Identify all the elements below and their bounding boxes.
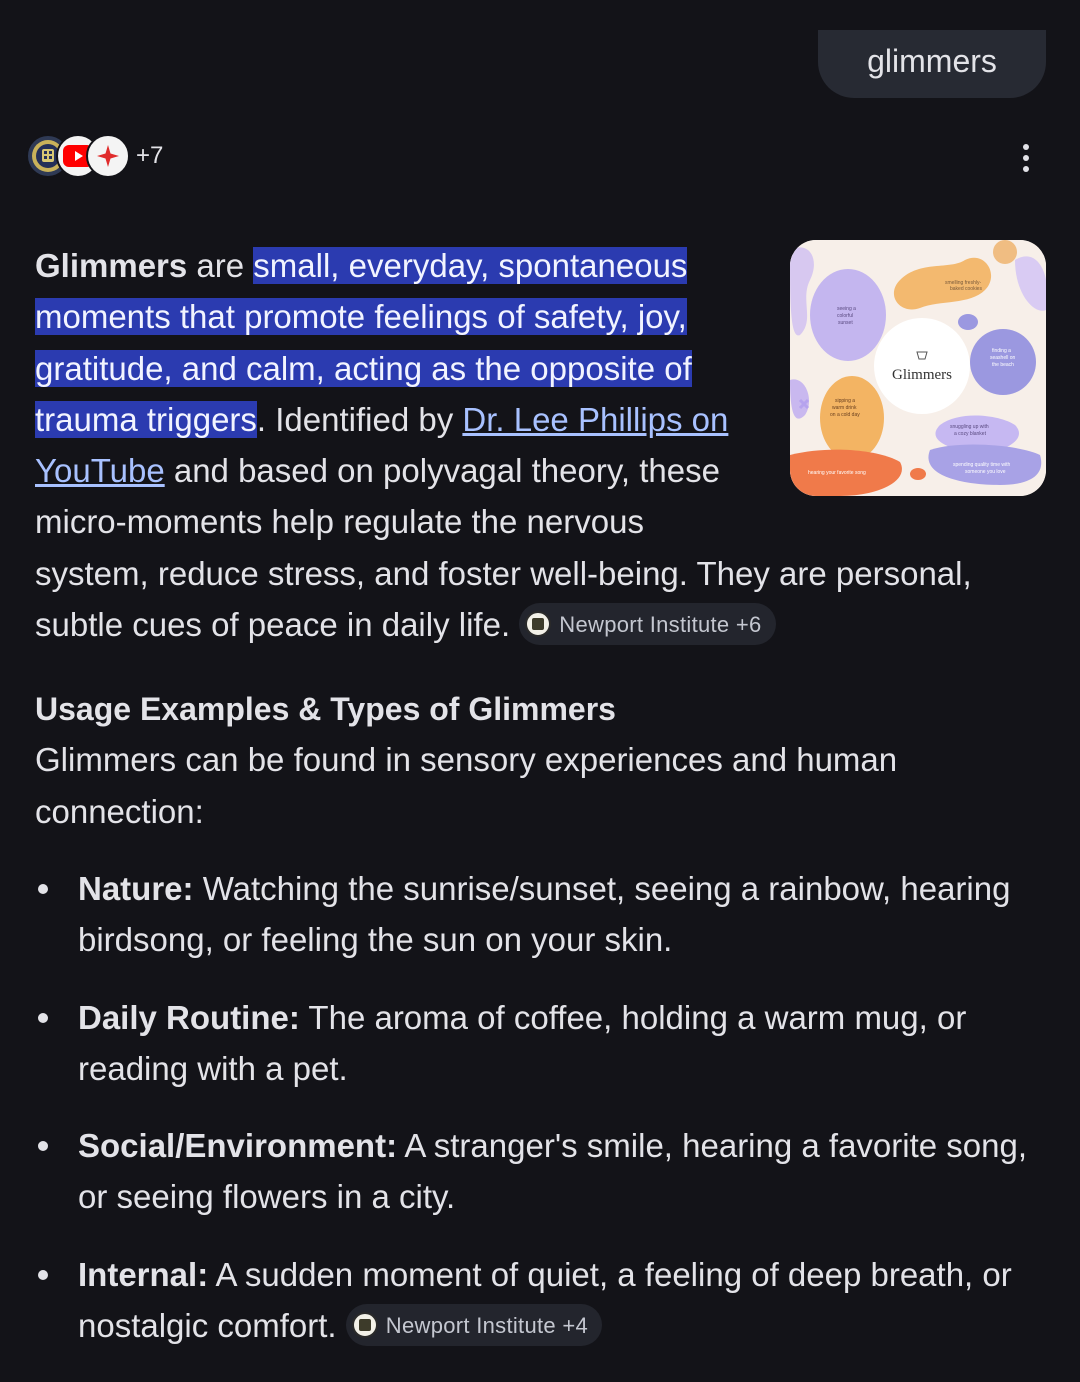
svg-text:the beach: the beach <box>992 362 1014 368</box>
newport-institute-logo-icon <box>525 611 551 637</box>
answer-body <box>35 240 1055 1377</box>
more-options-icon[interactable] <box>1008 140 1044 176</box>
item-label: Nature: <box>78 869 194 907</box>
item-text: Watching the sunrise/sunset, seeing a rainbow, hearing birdsong, or feeling the sun on your skin. <box>78 869 1011 959</box>
sources-count: +7 <box>136 142 164 169</box>
item-text: A sudden moment of quiet, a feeling of deep breath, or nostalgic comfort. <box>78 1255 1012 1345</box>
citation-chip[interactable] <box>519 603 775 645</box>
item-text: The aroma of coffee, holding a warm mug, or reading with a pet. <box>78 998 967 1087</box>
svg-text:seeing a: seeing a <box>837 306 856 312</box>
citation-label: Newport Institute +4 <box>385 1312 589 1338</box>
section-title: Usage Examples & Types of Glimmers <box>35 691 616 728</box>
highlighted-definition: small, everyday, spontaneous moments that promote feelings of safety, joy, gratitude, and calm, acting as the opposite of trauma triggers <box>35 247 692 438</box>
bullet-icon <box>38 1141 48 1151</box>
list-item <box>35 863 1055 966</box>
svg-text:spending quality time with: spending quality time with <box>953 462 1011 468</box>
bullet-icon <box>38 1013 48 1023</box>
newport-institute-logo-icon <box>352 1312 378 1338</box>
source-icons-stack[interactable] <box>26 133 163 179</box>
answer-rest: and based on polyvagal theory, these micro-moments help regulate the nervous system, reduce stress, and foster well-being. They are personal, subtle cues of peace in daily life. <box>35 452 972 644</box>
svg-text:on a cold day: on a cold day <box>830 412 860 418</box>
svg-text:sipping a: sipping a <box>835 398 856 404</box>
citation-label: Newport Institute +6 <box>559 611 762 637</box>
citation-chip[interactable] <box>346 1304 602 1346</box>
item-text: A stranger's smile, hearing a favorite song, or seeing flowers in a city. <box>78 1127 1028 1216</box>
svg-text:snuggling up with: snuggling up with <box>950 424 989 430</box>
svg-text:warm drink: warm drink <box>832 405 857 411</box>
image-center-label: Glimmers <box>892 367 952 383</box>
youtube-source-link[interactable]: Dr. Lee Phillips on YouTube <box>35 400 729 490</box>
svg-text:colorful: colorful <box>837 313 854 319</box>
answer-after-highlight: . Identified by <box>256 400 463 438</box>
item-label: Social/Environment: <box>78 1127 398 1165</box>
list-item <box>35 992 1055 1095</box>
section-intro: Glimmers can be found in sensory experiences and human connection: <box>35 741 898 830</box>
bullet-icon <box>38 1270 48 1280</box>
answer-term: Glimmers <box>35 247 188 284</box>
sparkle-icon <box>86 134 130 178</box>
svg-text:smelling freshly-: smelling freshly- <box>945 280 982 286</box>
user-query-bubble <box>818 30 1046 98</box>
svg-text:someone you love: someone you love <box>965 469 1006 475</box>
svg-text:sunset: sunset <box>838 320 853 326</box>
svg-text:seashell on: seashell on <box>990 355 1016 361</box>
item-label: Internal: <box>78 1255 209 1293</box>
svg-text:finding a: finding a <box>992 348 1011 354</box>
bullet-icon <box>38 884 48 894</box>
list-item <box>35 1249 1055 1352</box>
answer-are: are <box>187 247 254 284</box>
list-item <box>35 1120 1055 1223</box>
user-query-text: glimmers <box>867 42 997 79</box>
svg-text:a cozy blanket: a cozy blanket <box>954 431 986 437</box>
svg-text:baked cookies: baked cookies <box>950 286 982 292</box>
item-label: Daily Routine: <box>78 998 300 1036</box>
glimmer-types-list <box>35 863 1055 1351</box>
glimmers-image[interactable] <box>790 240 1046 496</box>
svg-text:hearing your favorite song: hearing your favorite song <box>808 470 866 476</box>
